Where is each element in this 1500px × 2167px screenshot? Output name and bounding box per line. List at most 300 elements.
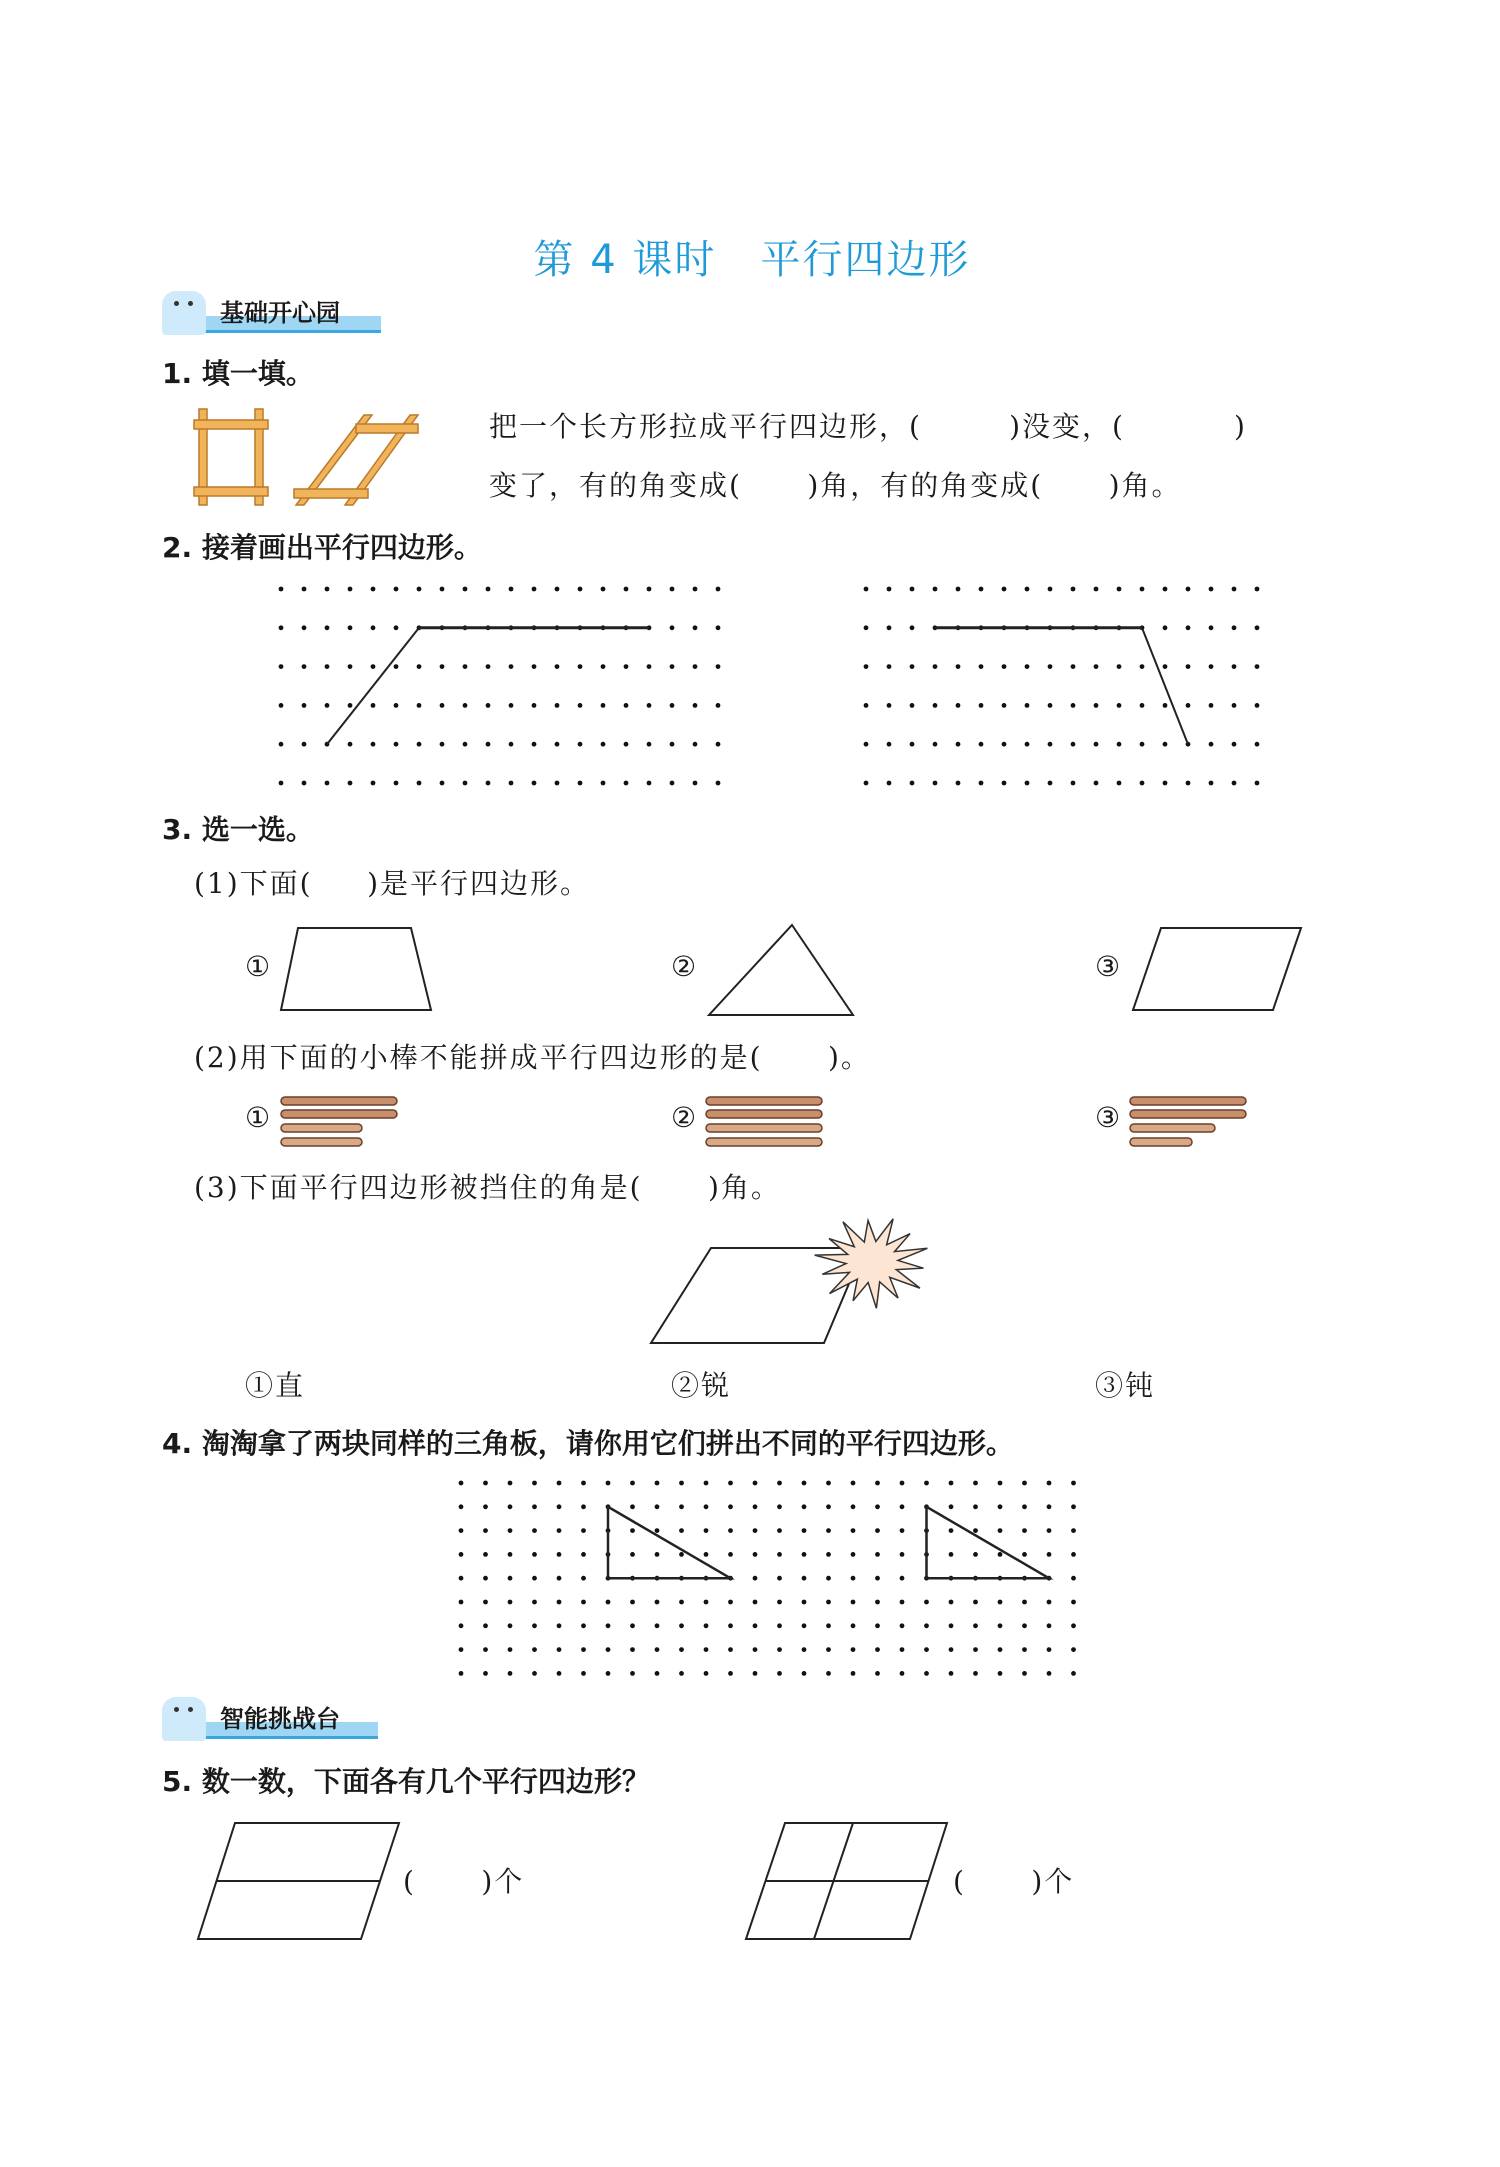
q4-grid-dot [728, 1647, 733, 1652]
q2-left-grid-dot [532, 664, 537, 669]
q4-grid-dot [924, 1623, 929, 1628]
q4-grid-dot [630, 1623, 635, 1628]
q2-left-grid-dot [325, 781, 330, 786]
q4-grid-dot [1071, 1647, 1076, 1652]
q2-left-grid-dot [463, 742, 468, 747]
q2-left-grid-dot [371, 664, 376, 669]
q4-grid-dot [557, 1623, 562, 1628]
q2-right-grid-dot [1117, 781, 1122, 786]
q2-right-grid-dot [910, 587, 915, 592]
q4-grid-dot [630, 1671, 635, 1676]
q4-grid-dot [949, 1600, 954, 1605]
q2-right-grid-dot [1117, 742, 1122, 747]
frame-bar [294, 489, 368, 498]
q2-left-grid-dot [624, 664, 629, 669]
q4-grid-dot [459, 1552, 464, 1557]
q2-right-grid-dot [1255, 625, 1260, 630]
q2-right-grid-dot [956, 742, 961, 747]
q4-grid-dot [1047, 1504, 1052, 1509]
q2-right-grid-dot [1094, 703, 1099, 708]
q4-grid-dot [851, 1671, 856, 1676]
q2-right-grid-dot [1094, 781, 1099, 786]
q2-right-grid-dot [1140, 587, 1145, 592]
q2-right-grid-dot [1163, 625, 1168, 630]
q2-left-grid-dot [302, 587, 307, 592]
q5-answer-2[interactable]: ( )个 [953, 1865, 1075, 1898]
q4-grid-dot [557, 1504, 562, 1509]
q4-grid-dot [851, 1528, 856, 1533]
q2-left-grid-dot [463, 664, 468, 669]
q2-right-grid-dot [1140, 742, 1145, 747]
q2-right-grid-dot [1163, 664, 1168, 669]
q4-grid-dot [655, 1528, 660, 1533]
q2-left-grid-dot [371, 742, 376, 747]
q3-heading: 3. 选一选。 [162, 813, 314, 846]
q2-right-grid-dot [1255, 703, 1260, 708]
q2-left-grid-dot [647, 664, 652, 669]
q2-left-grid-dot [716, 664, 721, 669]
q4-grid-dot [998, 1552, 1003, 1557]
q4-grid-dot [875, 1528, 880, 1533]
q3-p2-option-2: ② [671, 1101, 699, 1134]
stick-3 [1130, 1110, 1246, 1118]
q2-right-grid-dot [1025, 742, 1030, 747]
q4-grid-dot [875, 1623, 880, 1628]
q4-grid-dot [875, 1671, 880, 1676]
q4-grid-dot [1022, 1647, 1027, 1652]
q4-grid-dot [508, 1600, 513, 1605]
q2-right-grid-dot [1255, 587, 1260, 592]
q4-grid-dot [679, 1528, 684, 1533]
q3-p3-option-2: ②锐 [671, 1369, 732, 1402]
q2-left-grid-dot [394, 781, 399, 786]
section-badge-basic [162, 291, 381, 335]
q2-left-grid-dot [693, 587, 698, 592]
q2-left-grid-dot [693, 625, 698, 630]
q4-grid-dot [973, 1552, 978, 1557]
q4-grid-dot [606, 1623, 611, 1628]
q2-left-grid-dot [647, 587, 652, 592]
q2-right-grid-dot [1002, 587, 1007, 592]
q2-left-grid-dot [417, 703, 422, 708]
q4-grid-dot [581, 1481, 586, 1486]
q2-right-grid-dot [1209, 587, 1214, 592]
q4-grid-dot [851, 1552, 856, 1557]
q2-right-grid-dot [1048, 781, 1053, 786]
q4-grid-dot [998, 1671, 1003, 1676]
q2-left-grid-dot [417, 664, 422, 669]
parallelogram-shape [1133, 928, 1301, 1010]
q4-grid-dot [1047, 1671, 1052, 1676]
q4-grid-dot [851, 1647, 856, 1652]
q2-left-grid-dot [555, 587, 560, 592]
q4-grid-dot [851, 1576, 856, 1581]
q2-right-grid-dot [1094, 587, 1099, 592]
q2-right-grid-dot [1025, 781, 1030, 786]
q2-left-grid-dot [302, 664, 307, 669]
q2-left-grid-dot [371, 587, 376, 592]
q2-left-grid-dot [371, 625, 376, 630]
trapezoid-shape [281, 928, 431, 1010]
q2-right-grid-dot [1232, 664, 1237, 669]
q4-grid-dot [777, 1481, 782, 1486]
q2-right-grid-dot [979, 781, 984, 786]
q4-grid-dot [875, 1481, 880, 1486]
q2-left-grid-dot [394, 664, 399, 669]
q4-grid-dot [900, 1576, 905, 1581]
q2-right-grid-dot [864, 587, 869, 592]
q2-left-grid-dot [601, 742, 606, 747]
q2-left-grid-dot [578, 587, 583, 592]
q4-grid-dot [483, 1647, 488, 1652]
q4-grid-dot [802, 1671, 807, 1676]
q2-left-grid-dot [302, 742, 307, 747]
q4-grid-dot [826, 1671, 831, 1676]
triangle-board-1 [608, 1507, 731, 1578]
q1-line2: 变了，有的角变成( )角，有的角变成( )角。 [489, 469, 1182, 502]
q4-grid-dot [581, 1600, 586, 1605]
q2-left-grid-dot [509, 742, 514, 747]
q2-right-grid-dot [1048, 664, 1053, 669]
q2-right-grid-dot [1232, 703, 1237, 708]
q4-grid-dot [826, 1600, 831, 1605]
q2-right-grid-dot [933, 587, 938, 592]
q2-left-grid-dot [325, 664, 330, 669]
q2-left-grid-dot [463, 587, 468, 592]
stick-2 [706, 1124, 822, 1132]
q4-grid-dot [949, 1504, 954, 1509]
q2-right-grid-dot [1232, 625, 1237, 630]
q4-grid-dot [483, 1600, 488, 1605]
q4-grid-dot [998, 1481, 1003, 1486]
q3-p2-option-3: ③ [1095, 1101, 1123, 1134]
q4-grid-dot [949, 1623, 954, 1628]
q4-grid-dot [704, 1600, 709, 1605]
q4-grid-dot [802, 1576, 807, 1581]
q4-grid-dot [1071, 1671, 1076, 1676]
q2-right-grid-dot [1071, 587, 1076, 592]
section-label: 基础开心园 [220, 299, 340, 327]
q4-grid-dot [459, 1528, 464, 1533]
q4-grid-dot [679, 1504, 684, 1509]
q4-grid-dot [728, 1671, 733, 1676]
q4-grid-dot [875, 1600, 880, 1605]
q4-grid-dot [900, 1504, 905, 1509]
q2-right-grid-dot [1002, 742, 1007, 747]
q4-grid-dot [802, 1552, 807, 1557]
q3-p1-option-2: ② [671, 950, 699, 983]
q4-grid-dot [728, 1552, 733, 1557]
q4-grid-dot [900, 1481, 905, 1486]
q2-right-grid-dot [910, 664, 915, 669]
q2-right-grid-dot [1163, 742, 1168, 747]
q4-grid-dot [483, 1576, 488, 1581]
q2-left-grid-dot [578, 703, 583, 708]
q4-grid-dot [998, 1600, 1003, 1605]
q2-heading: 2. 接着画出平行四边形。 [162, 531, 482, 564]
q2-left-grid-dot [670, 587, 675, 592]
q2-left-grid-dot [578, 664, 583, 669]
q4-grid-dot [802, 1481, 807, 1486]
q3-part3: (3)下面平行四边形被挡住的角是( )角。 [194, 1171, 781, 1204]
q2-right-grid-dot [864, 742, 869, 747]
q2-left-grid-dot [486, 664, 491, 669]
q2-left-grid-dot [670, 664, 675, 669]
q4-grid-dot [998, 1623, 1003, 1628]
q4-grid-dot [655, 1647, 660, 1652]
q2-left-grid-dot [716, 625, 721, 630]
q4-grid-dot [924, 1671, 929, 1676]
section-badge-challenge [162, 1697, 378, 1741]
stick-3 [1130, 1124, 1215, 1132]
q4-grid-dot [1047, 1481, 1052, 1486]
q2-left-grid-dot [509, 781, 514, 786]
q2-right-grid-dot [979, 742, 984, 747]
q4-grid-dot [753, 1623, 758, 1628]
q2-left-grid-dot [670, 625, 675, 630]
q4-grid-dot [704, 1481, 709, 1486]
bear-icon [162, 1697, 206, 1741]
q4-grid-dot [851, 1504, 856, 1509]
q2-left-grid-dot [647, 703, 652, 708]
hidden-angle-parallelogram [651, 1248, 864, 1343]
q4-grid-dot [1047, 1623, 1052, 1628]
q2-right-grid-dot [1163, 703, 1168, 708]
q4-grid-dot [1022, 1552, 1027, 1557]
q4-grid-dot [1022, 1600, 1027, 1605]
q2-left-grid-dot [440, 664, 445, 669]
q2-left-grid-dot [348, 742, 353, 747]
q2-left-grid-dot [555, 703, 560, 708]
q4-grid-dot [973, 1623, 978, 1628]
q2-left-grid-dot [532, 781, 537, 786]
q4-grid-dot [826, 1528, 831, 1533]
q2-right-slant-side [1142, 628, 1188, 744]
q2-right-grid-dot [1232, 781, 1237, 786]
q4-grid-dot [826, 1504, 831, 1509]
q4-grid-dot [753, 1481, 758, 1486]
q2-right-grid-dot [864, 625, 869, 630]
q4-grid-dot [728, 1504, 733, 1509]
q4-grid-dot [532, 1504, 537, 1509]
q2-right-grid-dot [1071, 664, 1076, 669]
q4-heading: 4. 淘淘拿了两块同样的三角板，请你用它们拼出不同的平行四边形。 [162, 1427, 1014, 1460]
q2-left-grid-dot [279, 587, 284, 592]
q2-right-grid-dot [956, 664, 961, 669]
q2-right-grid-dot [1255, 742, 1260, 747]
q4-grid-dot [581, 1552, 586, 1557]
q4-grid-dot [949, 1647, 954, 1652]
q4-grid-dot [973, 1600, 978, 1605]
q2-left-grid-dot [509, 587, 514, 592]
q2-left-grid-dot [302, 781, 307, 786]
q4-grid-dot [557, 1528, 562, 1533]
q4-grid-dot [508, 1576, 513, 1581]
q4-grid-dot [777, 1600, 782, 1605]
q4-grid-dot [459, 1600, 464, 1605]
q2-right-grid-dot [933, 703, 938, 708]
q4-grid-dot [900, 1623, 905, 1628]
q3-p1-option-3: ③ [1095, 950, 1123, 983]
q4-grid-dot [777, 1504, 782, 1509]
q2-left-grid-dot [279, 625, 284, 630]
q4-grid-dot [532, 1671, 537, 1676]
q4-grid-dot [459, 1647, 464, 1652]
frame-bar [194, 420, 268, 429]
q4-grid-dot [1071, 1623, 1076, 1628]
stick-3 [1130, 1138, 1192, 1146]
q4-grid-dot [826, 1552, 831, 1557]
q4-grid-dot [508, 1671, 513, 1676]
q4-grid-dot [802, 1600, 807, 1605]
q2-left-grid-dot [440, 703, 445, 708]
q2-right-grid-dot [1048, 587, 1053, 592]
q4-grid-dot [655, 1481, 660, 1486]
q2-right-grid-dot [956, 587, 961, 592]
q2-left-grid-dot [325, 625, 330, 630]
q2-right-grid-dot [1048, 703, 1053, 708]
q4-grid-dot [802, 1647, 807, 1652]
q2-left-slant-side [327, 628, 419, 744]
q2-right-grid-dot [1163, 587, 1168, 592]
q4-grid-dot [459, 1623, 464, 1628]
q4-grid-dot [1071, 1481, 1076, 1486]
q2-left-grid-dot [302, 703, 307, 708]
q4-grid-dot [973, 1504, 978, 1509]
q2-right-grid-dot [1186, 781, 1191, 786]
stick-1 [281, 1097, 397, 1105]
q2-right-grid-dot [1140, 781, 1145, 786]
q2-right-grid-dot [979, 703, 984, 708]
q2-right-grid-dot [956, 703, 961, 708]
q4-grid-dot [973, 1528, 978, 1533]
q4-grid-dot [508, 1623, 513, 1628]
q2-left-grid-dot [417, 587, 422, 592]
q4-grid-dot [606, 1600, 611, 1605]
q2-left-grid-dot [394, 625, 399, 630]
q2-right-grid-dot [1117, 703, 1122, 708]
q4-grid-dot [826, 1481, 831, 1486]
q2-left-grid-dot [302, 625, 307, 630]
q4-grid-dot [459, 1481, 464, 1486]
q2-right-grid-dot [1255, 664, 1260, 669]
q4-grid-dot [679, 1671, 684, 1676]
q2-right-grid-dot [1140, 703, 1145, 708]
q2-right-grid-dot [1186, 664, 1191, 669]
q4-grid-dot [777, 1671, 782, 1676]
q4-grid-dot [581, 1504, 586, 1509]
q2-left-grid-dot [647, 742, 652, 747]
q2-left-grid-dot [325, 587, 330, 592]
q2-right-grid-dot [1140, 664, 1145, 669]
q2-right-grid-dot [910, 625, 915, 630]
q2-left-grid-dot [486, 703, 491, 708]
q4-grid-dot [875, 1504, 880, 1509]
q4-grid-dot [704, 1623, 709, 1628]
q2-left-grid-dot [624, 703, 629, 708]
q4-grid-dot [679, 1623, 684, 1628]
q4-grid-dot [826, 1576, 831, 1581]
stick-2 [706, 1110, 822, 1118]
q2-right-grid-dot [979, 587, 984, 592]
q4-grid-dot [753, 1528, 758, 1533]
q2-left-grid-dot [325, 703, 330, 708]
q2-right-grid-dot [887, 703, 892, 708]
q2-left-grid-dot [417, 742, 422, 747]
q2-right-grid-dot [1209, 742, 1214, 747]
q3-p2-option-1: ① [245, 1101, 273, 1134]
q4-grid-dot [483, 1552, 488, 1557]
q2-right-grid-dot [1002, 703, 1007, 708]
q2-left-grid-dot [555, 781, 560, 786]
q4-grid-dot [679, 1647, 684, 1652]
q2-left-grid-dot [348, 781, 353, 786]
q4-grid-dot [973, 1671, 978, 1676]
q2-left-grid-dot [486, 781, 491, 786]
q2-right-grid-dot [887, 781, 892, 786]
q4-grid-dot [679, 1600, 684, 1605]
q2-right-grid-dot [887, 625, 892, 630]
q4-grid-dot [973, 1647, 978, 1652]
q2-left-grid-dot [440, 781, 445, 786]
q4-grid-dot [483, 1671, 488, 1676]
q2-left-grid-dot [486, 742, 491, 747]
q4-grid-dot [532, 1647, 537, 1652]
q4-grid-dot [508, 1481, 513, 1486]
q2-right-grid-dot [1025, 703, 1030, 708]
q4-grid-dot [630, 1600, 635, 1605]
q2-right-grid-dot [864, 781, 869, 786]
q4-grid-dot [704, 1528, 709, 1533]
q2-left-grid-dot [693, 742, 698, 747]
q4-grid-dot [1047, 1647, 1052, 1652]
q2-right-grid-dot [1186, 703, 1191, 708]
q2-right-grid-dot [887, 664, 892, 669]
triangle-shape [709, 925, 853, 1015]
q4-grid-dot [1071, 1600, 1076, 1605]
q4-grid-dot [728, 1600, 733, 1605]
frame-bar [356, 424, 418, 433]
triangle-board-2 [927, 1507, 1050, 1578]
q4-grid-dot [532, 1528, 537, 1533]
q2-right-grid-dot [1209, 664, 1214, 669]
q4-grid-dot [753, 1504, 758, 1509]
q4-grid-dot [704, 1504, 709, 1509]
q4-grid-dot [728, 1623, 733, 1628]
q4-grid-dot [728, 1481, 733, 1486]
q4-grid-dot [900, 1600, 905, 1605]
q2-left-grid-dot [348, 703, 353, 708]
q4-grid-dot [924, 1481, 929, 1486]
q2-right-grid-dot [1232, 587, 1237, 592]
q4-grid-dot [581, 1647, 586, 1652]
q5-answer-1[interactable]: ( )个 [403, 1865, 525, 1898]
q4-grid-dot [753, 1600, 758, 1605]
q4-grid-dot [459, 1671, 464, 1676]
page-title: 第 4 课时 平行四边形 [533, 237, 971, 283]
q2-left-grid-dot [279, 781, 284, 786]
q4-grid-dot [655, 1504, 660, 1509]
q2-left-grid-dot [693, 781, 698, 786]
q2-right-grid-dot [1186, 587, 1191, 592]
q2-left-grid-dot [716, 587, 721, 592]
q2-left-grid-dot [601, 587, 606, 592]
q4-grid-dot [459, 1504, 464, 1509]
q2-left-grid-dot [509, 703, 514, 708]
q4-grid-dot [630, 1481, 635, 1486]
q2-left-grid-dot [394, 587, 399, 592]
q2-right-grid-dot [1071, 703, 1076, 708]
